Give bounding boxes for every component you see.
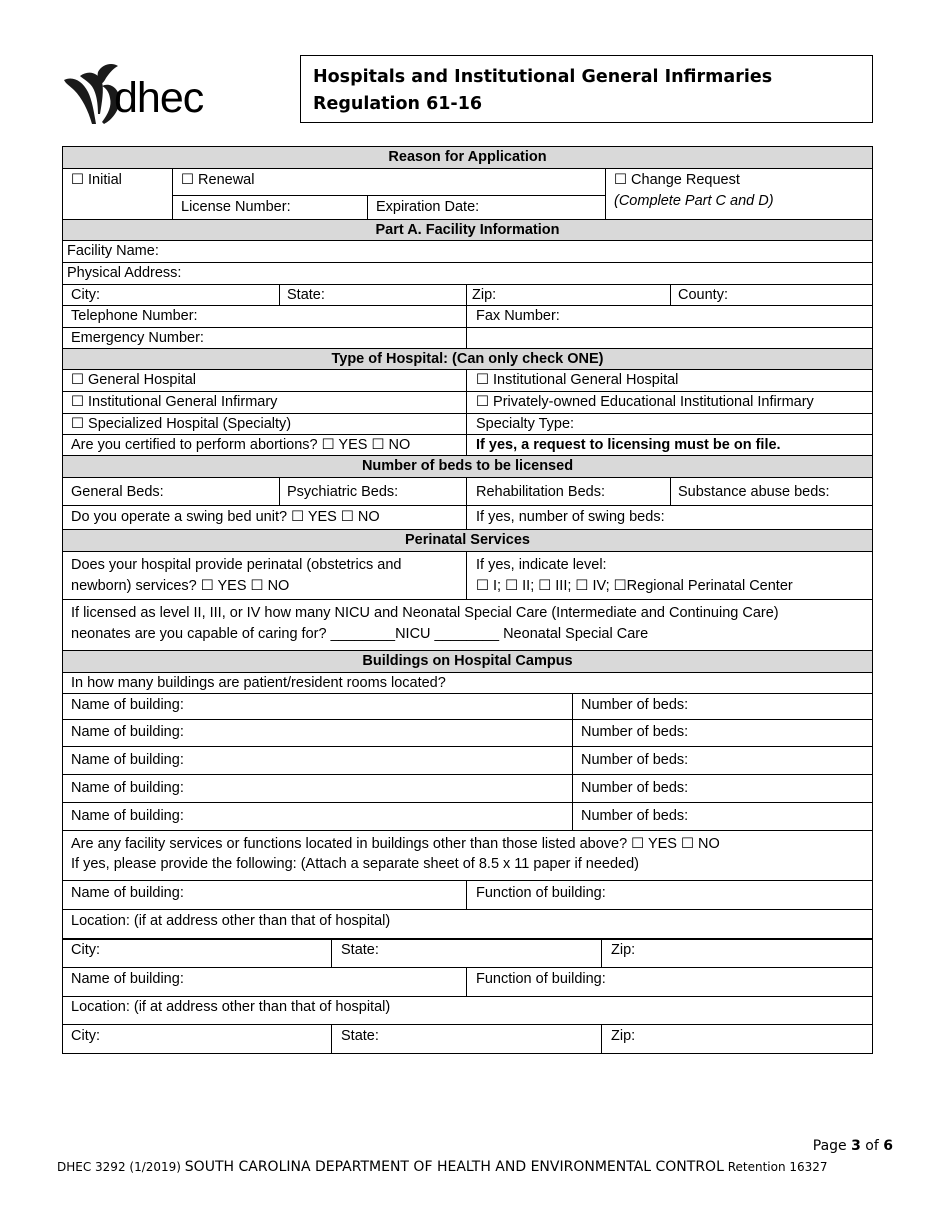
rule — [605, 168, 606, 220]
building-state-field[interactable]: State: — [341, 1028, 379, 1044]
facility-name-field[interactable]: Facility Name: — [67, 243, 159, 259]
rule — [466, 284, 467, 349]
building-zip-field[interactable]: Zip: — [611, 1028, 636, 1044]
emergency-number-field[interactable]: Emergency Number: — [71, 330, 204, 346]
rule — [62, 774, 873, 775]
rule — [62, 219, 873, 220]
table-border-right — [872, 146, 873, 1054]
logo-text: dhec — [114, 74, 204, 122]
rule — [62, 909, 873, 910]
rule — [572, 693, 573, 830]
rule — [601, 938, 602, 967]
specialized-hospital-checkbox[interactable]: ☐ Specialized Hospital (Specialty) — [71, 416, 292, 432]
rule — [466, 880, 467, 909]
rule — [62, 551, 873, 552]
general-beds-field[interactable]: General Beds: — [71, 484, 164, 500]
rule — [62, 262, 873, 263]
rule — [466, 967, 467, 996]
renewal-checkbox[interactable]: ☐ Renewal — [181, 172, 255, 188]
building-zip-field[interactable]: Zip: — [611, 942, 636, 958]
other-building-name-field[interactable]: Name of building: — [71, 971, 184, 987]
building-name-field[interactable]: Name of building: — [71, 780, 184, 796]
specialty-type-field[interactable]: Specialty Type: — [476, 416, 575, 432]
current-page: 3 — [851, 1138, 861, 1154]
building-city-field[interactable]: City: — [71, 1028, 100, 1044]
nicu-question-line1: If licensed as level II, III, or IV how many NICU and Neonatal Special Care (Intermediate and Continuing Care) — [71, 605, 779, 621]
rule — [466, 477, 467, 530]
rule — [670, 284, 671, 305]
rule — [62, 650, 873, 651]
rule — [62, 284, 873, 285]
fax-field[interactable]: Fax Number: — [476, 308, 560, 324]
private-educational-infirmary-checkbox[interactable]: ☐ Privately-owned Educational Institutional Infirmary — [476, 394, 814, 410]
rule — [62, 830, 873, 831]
form-title-box — [300, 55, 873, 123]
form-footer — [57, 1159, 828, 1175]
total-pages: 6 — [883, 1138, 893, 1154]
rule — [172, 195, 605, 196]
building-beds-field[interactable]: Number of beds: — [581, 752, 689, 768]
state-field[interactable]: State: — [287, 287, 325, 303]
physical-address-field[interactable]: Physical Address: — [67, 265, 182, 281]
rehabilitation-beds-field[interactable]: Rehabilitation Beds: — [476, 484, 605, 500]
substance-abuse-beds-field[interactable]: Substance abuse beds: — [678, 484, 830, 500]
rule — [62, 529, 873, 530]
rule — [279, 284, 280, 305]
rule — [62, 505, 873, 506]
building-beds-field[interactable]: Number of beds: — [581, 724, 689, 740]
rule — [62, 240, 873, 241]
building-name-field[interactable]: Name of building: — [71, 808, 184, 824]
regulation-number: Regulation 61-16 — [313, 94, 483, 114]
beds-heading: Number of beds to be licensed — [63, 456, 872, 477]
rule — [62, 1024, 873, 1025]
initial-checkbox[interactable]: ☐ Initial — [71, 172, 122, 188]
rule — [62, 599, 873, 600]
agency-name: SOUTH CAROLINA DEPARTMENT OF HEALTH AND ENVIRONMENTAL CONTROL — [184, 1159, 724, 1175]
form-id: DHEC 3292 (1/2019) — [57, 1160, 185, 1174]
psychiatric-beds-field[interactable]: Psychiatric Beds: — [287, 484, 399, 500]
rule — [62, 967, 873, 968]
county-field[interactable]: County: — [678, 287, 728, 303]
building-beds-field[interactable]: Number of beds: — [581, 697, 689, 713]
abortions-note: If yes, a request to licensing must be on file. — [476, 437, 781, 453]
building-name-field[interactable]: Name of building: — [71, 752, 184, 768]
change-request-checkbox[interactable]: ☐ Change Request — [614, 172, 740, 188]
change-request-note: (Complete Part C and D) — [614, 193, 774, 209]
zip-field[interactable]: Zip: — [472, 287, 497, 303]
page-number: Page 3 of 6 — [812, 1138, 893, 1154]
rule — [62, 802, 873, 803]
reason-heading: Reason for Application — [63, 147, 872, 168]
rule — [62, 1053, 873, 1054]
rule — [466, 369, 467, 456]
rule — [466, 551, 467, 599]
nicu-question-line2[interactable]: neonates are you capable of caring for? ________NICU ________ Neonatal Special Care — [71, 626, 649, 642]
telephone-field[interactable]: Telephone Number: — [71, 308, 198, 324]
swing-beds-number-field[interactable]: If yes, number of swing beds: — [476, 509, 665, 525]
other-building-name-field[interactable]: Name of building: — [71, 885, 184, 901]
other-buildings-question[interactable]: Are any facility services or functions located in buildings other than those listed above? ☐ YES ☐ NO — [71, 836, 720, 852]
rule — [62, 938, 873, 940]
rule — [367, 195, 368, 220]
institutional-general-hospital-checkbox[interactable]: ☐ Institutional General Hospital — [476, 372, 679, 388]
rule — [279, 477, 280, 505]
building-location-field[interactable]: Location: (if at address other than that of hospital) — [71, 913, 391, 929]
abortions-question[interactable]: Are you certified to perform abortions? ☐ YES ☐ NO — [71, 437, 411, 453]
rule — [62, 477, 873, 478]
rule — [62, 168, 873, 169]
rule — [172, 168, 173, 220]
perinatal-question-line2[interactable]: newborn) services? ☐ YES ☐ NO — [71, 578, 290, 594]
perinatal-level-label: If yes, indicate level: — [476, 557, 607, 573]
rule — [331, 1024, 332, 1053]
general-hospital-checkbox[interactable]: ☐ General Hospital — [71, 372, 197, 388]
rule — [62, 746, 873, 747]
other-buildings-instructions: If yes, please provide the following: (Attach a separate sheet of 8.5 x 11 paper if needed) — [71, 856, 639, 872]
rule — [331, 938, 332, 967]
institutional-infirmary-checkbox[interactable]: ☐ Institutional General Infirmary — [71, 394, 278, 410]
palmetto-logo-icon — [62, 62, 122, 128]
building-name-field[interactable]: Name of building: — [71, 697, 184, 713]
part-a-heading: Part A. Facility Information — [63, 220, 872, 240]
city-field[interactable]: City: — [71, 287, 100, 303]
building-beds-field[interactable]: Number of beds: — [581, 780, 689, 796]
buildings-heading: Buildings on Hospital Campus — [63, 651, 872, 672]
form-title: Hospitals and Institutional General Infirmaries — [313, 67, 773, 87]
building-function-field[interactable]: Function of building: — [476, 971, 606, 987]
perinatal-level-checkboxes[interactable]: ☐ I; ☐ II; ☐ III; ☐ IV; ☐Regional Perinatal Center — [476, 578, 793, 594]
table-border-left — [62, 146, 63, 1054]
dhec-logo — [62, 62, 234, 128]
building-function-field[interactable]: Function of building: — [476, 885, 606, 901]
perinatal-question-line1: Does your hospital provide perinatal (obstetrics and — [71, 557, 402, 573]
rule — [62, 880, 873, 881]
building-beds-field[interactable]: Number of beds: — [581, 808, 689, 824]
retention-code: Retention 16327 — [723, 1160, 828, 1174]
building-state-field[interactable]: State: — [341, 942, 379, 958]
building-name-field[interactable]: Name of building: — [71, 724, 184, 740]
building-location-field[interactable]: Location: (if at address other than that of hospital) — [71, 999, 391, 1015]
buildings-count-question[interactable]: In how many buildings are patient/resident rooms located? — [71, 675, 446, 691]
rule — [670, 477, 671, 505]
swing-bed-question[interactable]: Do you operate a swing bed unit? ☐ YES ☐ NO — [71, 509, 380, 525]
hospital-type-heading: Type of Hospital: (Can only check ONE) — [63, 349, 872, 369]
perinatal-heading: Perinatal Services — [63, 530, 872, 551]
building-city-field[interactable]: City: — [71, 942, 100, 958]
rule — [601, 1024, 602, 1053]
license-number-field[interactable]: License Number: — [181, 199, 291, 215]
expiration-date-field[interactable]: Expiration Date: — [376, 199, 480, 215]
rule — [62, 719, 873, 720]
